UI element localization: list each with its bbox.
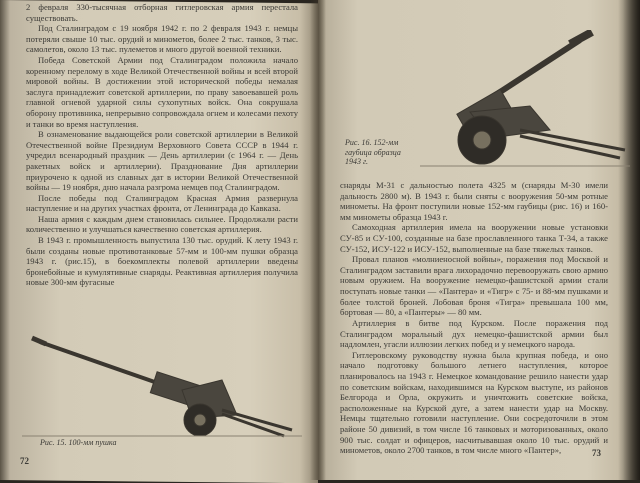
figure-caption: Рис. 16. 152-мм гаубица образца 1943 г. (345, 138, 401, 166)
page-number: 73 (592, 448, 601, 458)
section-paragraph: Артиллерия в битве под Курском. После поражения под Сталинградом моральный дух немецко-фашистской армии был надломлен, угасли иллюзии легких побед и у немецкого народа. (340, 318, 608, 350)
page-number: 72 (20, 456, 29, 466)
howitzer-illustration-152mm (420, 30, 630, 170)
right-page-text-top (340, 180, 608, 318)
right-page-text-bottom (340, 318, 608, 456)
paragraph: Провал планов «молниеносной войны», поражения под Москвой и Сталинградом заставили врага лихорадочно перевооружать свою армию новым оружием. На вооружение немецко-фашистской армии стали поступать новые танки — «Пантера» и «Тигр» с 75- и 88-мм пушками и более толстой броней. Лобовая броня «Тигра» превышала 100 мм, бортовая — 80, а «Пантеры» — 80 мм. (340, 254, 608, 318)
paragraph: В 1943 г. промышленность выпустила 130 тыс. орудий. К лету 1943 г. были созданы новые противотанковые 57-мм и 100-мм пушки образца 1943 г. (рис.15), в боекомплекты полевой артиллерии введены бронебойные и кумулятивные снаряды. Реактивная артиллерия получила новые 300-мм фугасные (26, 235, 298, 288)
paragraph: Победа Советской Армии под Сталинградом положила начало коренному перелому в ходе Великой Отечественной войны и всей второй мировой войны. В достижении этой исторической победы немалая заслуга принадлежит советской артиллерии, по праву завоевавшей роль главной огневой ударной силы сухопутных войск. Она сокрушала оборону противника, непрерывно сопровождала огнем и колесами пехоту и танки во время наступления. (26, 54, 298, 129)
paragraph: Под Сталинградом с 19 ноября 1942 г. по 2 февраля 1943 г. немцы потеряли свыше 10 тыс. орудий и минометов, более 2 тыс. танков, 3 тыс. самолетов, около 13 тыс. пулеметов и много другой военной техники. (26, 23, 298, 55)
cannon-illustration-100mm (22, 330, 302, 440)
paragraph: Самоходная артиллерия имела на вооружении новые установки СУ-85 и СУ-100, созданные на базе прославленного танка Т-34, а также СУ-152, ИСУ-122 и ИСУ-152, выполненные на базе тяжелых танков. (340, 222, 608, 254)
paragraph: 2 февраля 330-тысячная отборная гитлеровская армия перестала существовать. (26, 2, 298, 23)
book-gutter (310, 0, 326, 480)
paragraph: снаряды М-31 с дальностью полета 4325 м (снаряды М-30 имели дальность 2800 м). В 1943 г. были сняты с вооружения 50-мм ротные минометы. На фронт поступили новые 152-мм гаубицы (рис. 16) и 160-мм минометы образца 1943 г. (340, 180, 608, 222)
paragraph: Гитлеровскому руководству нужна была крупная победа, и оно начало подготовку большого летнего наступления, которое планировалось на 1943 г. Немецкое командование решило нанести удар по советским войскам, находившимся на Курском выступе, из районов Белгорода и Орла, окружить и уничтожить советские войска, расположенные на Курской дуге, а затем нанести удар на Москву. Немцы тщательно готовили наступление. Они сосредоточили в этом районе 50 дивизий, в том числе 16 танковых и моторизованных, около 900 тыс. солдат и офицеров, насчитывавшая около 10 тыс. орудий и минометов, около 2700 танков, в том числе много «Пантер», (340, 349, 608, 456)
paragraph: Наша армия с каждым днем становилась сильнее. Продолжали расти количественно и улучшаться качественно советская артиллерия. (26, 213, 298, 235)
left-page-text (26, 2, 298, 288)
paragraph: В ознаменование выдающейся роли советской артиллерии в Великой Отечественной войне Президиум Верховного Совета СССР в 1944 г. учредил всенародный праздник — День артиллерии (с 1964 г. — День ракетных войск и артиллерии). Празднование Дня артиллерии приурочено к одной из славных дат в истории Великой Отечественной войны — 19 ноября, дню начала разгрома немцев под Сталинградом. (26, 129, 298, 193)
paragraph: После победы под Сталинградом Красная Армия развернула наступление и на других участках фронта, от Ленинграда до Кавказа. (26, 192, 298, 214)
figure-caption: Рис. 15. 100-мм пушка (40, 438, 117, 447)
